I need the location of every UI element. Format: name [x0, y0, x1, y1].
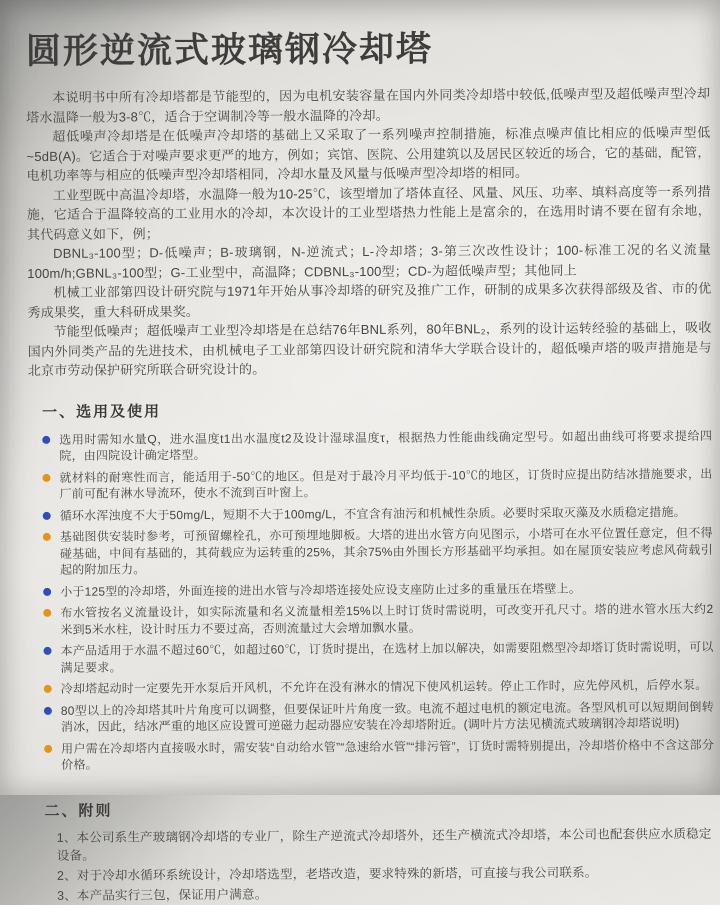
bullet-item	[43, 579, 713, 600]
bullet-item	[42, 465, 712, 502]
bullet-dot-icon	[44, 685, 52, 693]
bullet-dot-icon	[42, 435, 50, 443]
bullet-dot-icon	[43, 609, 51, 617]
bullet-dot-icon	[44, 647, 52, 655]
numbered-item: 2、对于冷却水循环系统设计，冷却塔选型，老塔改造，要求特殊的新塔，可直接与我公司联系。	[56, 865, 598, 883]
bullet-item	[43, 525, 713, 579]
bullet-item	[44, 698, 714, 735]
bullet-text: 80型以上的冷却塔其叶片角度可以调整，但要保证叶片角度一致。电流不超过电机的额定电流。各型风机可以短期间倒转消冰，因此，结冰严重的地区应设置可逆磁力起动器应安装在冷却塔附近。(调叶片方法见横流式玻璃钢冷却塔说明)	[60, 699, 714, 734]
bullet-dot-icon	[43, 511, 51, 519]
bullet-item	[42, 427, 712, 464]
bullet-text: 基础图供安装时参考，可预留螺栓孔，亦可预埋地脚板。大塔的进出水管方向见图示，小塔可在水平位置任意定，但不得碰基础，中间有基础的，其荷载应为运转重的25%，其余75%由外围长方形基础平均承担。如在屋顶安装应考虑风荷载引起的附加压力。	[59, 525, 713, 577]
bullet-item	[43, 639, 713, 676]
paragraph: 超低噪声冷却塔是在低噪声冷却塔的基础上又采取了一系列噪声控制措施，标准点噪声值比相应的低噪声型低~5dB(A)。它适合于对噪声要求更严的地方，例如；宾馆、医院、公用建筑以及居民区较近的场合，它的基础，配管，电机功率等与相应的低噪声型冷却塔相同，冷却水量及风量与低噪声型冷却塔的相同。	[26, 124, 711, 184]
bullet-item	[43, 601, 713, 638]
bullet-text: 循环水浑浊度不大于50mg/L，短期不大于100mg/L，不宜含有油污和机械性杂质。必要时采取灭藻及水质稳定措施。	[59, 504, 686, 523]
page-title: 圆形逆流式玻璃钢冷却塔	[25, 29, 434, 72]
paragraph: 节能型低噪声；超低噪声工业型冷却塔是在总结76年BNL系列，80年BNL₂，系列的设计运转经验的基础上，吸收国内外同类产品的先进技术，由机械电子工业部第四设计研究院和清华大学联合设计的，超低噪声塔的吸声措施是与北京市劳动保护研究所联合研究设计的。	[27, 319, 712, 379]
bullet-text: 冷却塔起动时一定要先开水泵后开风机，不允许在没有淋水的情况下使风机运转。停止工作时，应先停风机，后停水泵。	[60, 677, 708, 696]
paragraph: 本说明书中所有冷却塔都是节能型的，因为电机安装容量在国内外同类冷却塔中较低,低噪声型及超低噪声型冷却塔水温降一般为3-8℃，适合于空调制冷等一般水温降的冷却。	[26, 85, 711, 125]
appendix-list	[57, 824, 715, 904]
paragraph: 工业型既中高温冷却塔，水温降一般为10-25℃，该型增加了塔体直径、风量、风压、功率、填料高度等一系列措施，它适合于温降较高的工业用水的冷却，本次设计的工业型塔热力性能上是富余的，在选用时请不要在留有余地，其代码意义如下，例；	[26, 183, 711, 242]
section-heading-appendix: 二、附则	[44, 802, 113, 820]
numbered-item: 1、本公司系生产玻璃钢冷却塔的专业厂，除生产逆流式冷却塔外，还生产横流式冷却塔，本公司也配套供应水质稳定设备。	[56, 826, 712, 863]
bullet-text: 选用时需知水量Q，进水温度t1出水温度t2及设计湿球温度τ，根据热力性能曲线确定型号。如超出曲线可将要求提给四院，由四院设计确定塔型。	[59, 428, 713, 463]
bullet-text: 小于125型的冷却塔，外面连接的进出水管与冷却塔连接处应设支座防止过多的重量压在塔壁上。	[60, 581, 582, 599]
bullet-text: 就材料的耐寒性而言，能适用于-50℃的地区。但是对于最冷月平均低于-10℃的地区，订货时应提出防结冰措施要求，出厂前可配有淋水导流环，使水不流到百叶窗上。	[59, 466, 713, 501]
bullet-dot-icon	[43, 587, 51, 595]
bullet-dot-icon	[42, 473, 50, 481]
bullet-item	[44, 677, 714, 698]
section-heading-selection-and-use: 一、选用及使用	[42, 402, 162, 421]
bullet-text: 用户需在冷却塔内直接吸水时，需安装“自动给水管”“急速给水管”“排污管”，订货时需特别提出，冷却塔价格中不含这部分价格。	[61, 737, 715, 772]
usage-bullet-list	[42, 427, 714, 773]
bullet-dot-icon	[43, 533, 51, 541]
bullet-item	[44, 736, 714, 773]
paragraph: 机械工业部第四设计研究院与1971年开始从事冷却塔的研究及推广工作，研制的成果多次获得部级及省、市的优秀成果奖，重大科研成果奖。	[27, 280, 712, 320]
bullet-text: 布水管按名义流量设计，如实际流量和名义流量相差15%以上时订货时需说明，可改变开孔尺寸。塔的进水管水压大约2米到5米水柱，设计时压力不要过高，否则流量过大会增加飘水量。	[60, 601, 714, 637]
paragraph: DBNL₃-100型；D-低噪声；B-玻璃钢，N-逆流式；L-冷却塔；3-第三次改性设计；100-标准工况的名义流量100m/h;GBNL₃-100型；G-工业型中，高温降；CDBNL₃-100型；CD-为超低噪声型；其他同上	[27, 241, 712, 281]
bullet-dot-icon	[44, 744, 52, 752]
bullet-dot-icon	[44, 706, 52, 714]
intro-paragraphs	[26, 84, 712, 381]
bullet-text: 本产品适用于水温不超过60℃，如超过60℃，订货时提出，在选材上加以解决，如需要阻燃型冷却塔订货时需说明，可以满足要求。	[60, 639, 714, 675]
numbered-item: 3、本产品实行三包，保证用户满意。	[56, 887, 268, 903]
bullet-item	[43, 503, 713, 524]
